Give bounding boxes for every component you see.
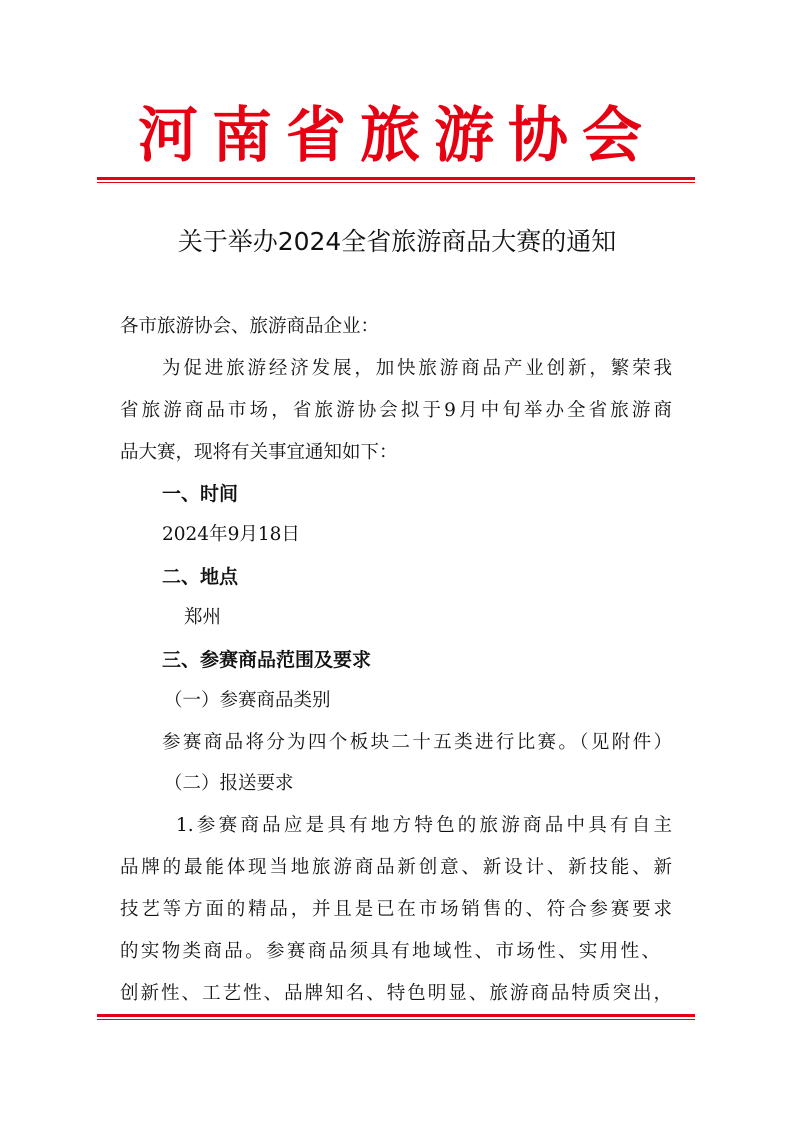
submission-line-4: 的实物类商品。参赛商品须具有地域性、市场性、实用性、 <box>120 941 660 962</box>
section-location-heading: 二、地点 <box>162 566 239 588</box>
intro-line-3: 品大赛，现将有关事宜通知如下： <box>120 442 398 463</box>
subsection-category-heading: （一）参赛商品类别 <box>164 690 331 711</box>
submission-line-5: 创新性、工艺性、品牌知名、特色明显、旅游商品特质突出， <box>120 983 672 1004</box>
footer-divider <box>97 1014 695 1020</box>
section-time-content: 2024年9月18日 <box>162 524 300 545</box>
masthead-divider <box>97 177 695 183</box>
section-location-content: 郑州 <box>184 607 222 628</box>
submission-line-1: 1.参赛商品应是具有地方特色的旅游商品中具有自主 <box>176 815 672 836</box>
intro-line-1: 为促进旅游经济发展，加快旅游商品产业创新，繁荣我 <box>162 358 672 379</box>
subsection-category-content: 参赛商品将分为四个板块二十五类进行比赛。（见附件） <box>162 732 672 753</box>
salutation: 各市旅游协会、旅游商品企业： <box>120 316 380 337</box>
subsection-submission-heading: （二）报送要求 <box>164 773 294 794</box>
document-title: 关于举办2024全省旅游商品大赛的通知 <box>177 227 617 256</box>
intro-line-2: 省旅游商品市场，省旅游协会拟于9月中旬举办全省旅游商 <box>120 400 672 421</box>
submission-line-3: 技艺等方面的精品，并且是已在市场销售的、符合参赛要求 <box>120 899 672 920</box>
section-requirements-heading: 三、参赛商品范围及要求 <box>162 649 372 671</box>
section-time-heading: 一、时间 <box>162 483 239 505</box>
masthead-title: 河南省旅游协会 <box>138 101 656 171</box>
submission-line-2: 品牌的最能体现当地旅游商品新创意、新设计、新技能、新 <box>120 857 672 878</box>
